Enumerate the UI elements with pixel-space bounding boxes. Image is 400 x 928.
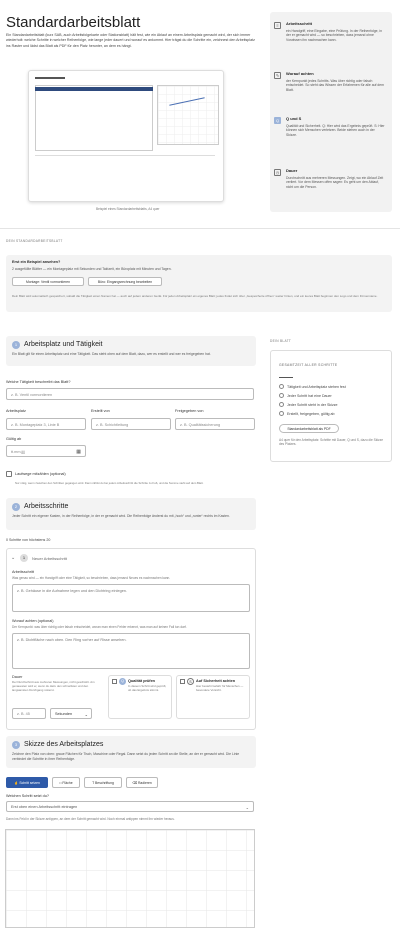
workplace-input[interactable]: z. B. Montageplatz 3, Linie B [6, 418, 86, 430]
check-duration [279, 393, 284, 398]
safety-check-card[interactable]: S Auf Sicherheit achten Hier besteht Gefahr für Menschen — besondere Vorsicht. [176, 675, 250, 719]
summary-card: GESAMTZEIT ALLER SCHRITTE Tätigkeit und Arbeitsplatz stehen fest Jeder Schritt hat eine Dauer Jeder Schritt steht in der Skizze Erstellt, freigegeben, gültig ab Standardarbeitsblatt als PDF A4 quer für den Arbeitsplatz: Schritte mit Dauer, Q und S, dazu die Skizze des Platzes. [270, 350, 392, 462]
step-select[interactable]: Erst oben einen Arbeitsschritt eintragen ⌄ [6, 801, 254, 812]
activity-input[interactable]: z. B. Ventil vormontieren [6, 388, 254, 400]
section-label: DEIN STANDARDARBEITSBLATT [6, 239, 63, 243]
walkways-checkbox[interactable] [6, 471, 12, 477]
page-title: Standardarbeitsblatt [6, 14, 141, 31]
safety-checkbox[interactable] [180, 679, 185, 684]
clock-icon: ◷ [275, 170, 280, 175]
text-icon: T [92, 781, 96, 785]
tool-area-button[interactable]: □ Fläche [52, 777, 80, 788]
chevron-down-icon[interactable]: ⌄ [11, 555, 16, 561]
s-badge: S [187, 678, 194, 685]
sketch-grid[interactable] [5, 829, 255, 928]
tool-label-button[interactable]: T Beschriftung [84, 777, 122, 788]
list-icon: ≡ [274, 22, 281, 29]
chevron-down-icon: ⌄ [245, 805, 249, 810]
valid-from-date-input[interactable]: tt.mm.jjjj ▦ [6, 445, 86, 457]
step1-header: 1 Arbeitsplatz und Tätigkeit Ein Blatt gilt für einen Arbeitsplatz und eine Tätigkeit. Das steht oben auf dem Blatt, dazu, wer es erstellt und wer es freigegeben hat. [6, 336, 256, 366]
q-badge: Q [119, 678, 126, 685]
pdf-download-button[interactable]: Standardarbeitsblatt als PDF [279, 424, 339, 433]
right-panel-heading: DEIN BLATT [270, 339, 292, 343]
duration-input[interactable]: z. B. 45 [12, 708, 46, 719]
square-icon: □ [59, 781, 63, 785]
example-sheet-image [28, 70, 224, 202]
tool-set-step-button[interactable]: ☝ Schritt setzen [6, 777, 48, 788]
pencil-icon: ✎ [275, 73, 280, 78]
step-description-textarea[interactable] [12, 584, 250, 612]
check-approval [279, 411, 284, 416]
created-by-input[interactable]: z. B. Schichtleitung [91, 418, 171, 430]
duration-unit-select[interactable]: Sekunden ⌄ [50, 708, 92, 719]
step-card: ⌄ 1 Neuer Arbeitsschritt Arbeitsschritt Was genau wird — ein Handgriff oder eine Tätigkeit, so beschrieben, dass jemand Neues es nachmachen kann. z. B. Gehäuse in die Aufnahme legen und den Dichtring einlegen. Worauf achten (optional) Der Kernpunkt: was über richtig oder falsch entscheidet, woran man einen Fehler erkennt, was man auf keinen Fall tun darf. z. B. Dichtfläche nach oben. Den Ring vorher auf Risse ansehen. Dauer Der Durchschnitt aus mehreren Messungen, nicht geschätzt. Am genauesten wird er, wenn du dazu den schnellsten und den langsamsten Durchgang notierst. z. B. 45 Sekunden ⌄ Q Qualität prüfen In diesem Schritt wird geprüft, ob das Ergebnis stimmt. S Auf Sicherheit achten Hier besteht Gefahr für Menschen — besondere Vorsicht. [6, 548, 256, 730]
tool-erase-button[interactable]: ⌫ Radieren [126, 777, 158, 788]
step-attention-textarea[interactable] [12, 633, 250, 669]
step2-header: 2 Arbeitsschritte Jeder Schritt ein eigener Kasten, in der Reihenfolge, in der er gemacht wird. Die Reihenfolge änderst du mit „hoch“ und „runter“ rechts im Kasten. [6, 498, 256, 530]
glossary-sidebar: ≡ Arbeitsschritt ein Handgriff, eine Eingabe, eine Prüfung. In der Reihenfolge, in der er gemacht wird — so beschrieben, dass jemand ohne Vorwissen ihn nachmachen kann. ✎ Worauf achten der Kernpunkt jedes Schritts. Was über richtig oder falsch entscheidet. So steht das Wissen der Erfahrenen für alle auf dem Blatt. Q Q und S Qualität und Sicherheit. Q: Hier wird das Ergebnis geprüft. S: Hier können sich Menschen verletzen. Beide stehen auch in der Skizze. ◷ Dauer Durchschnitt aus mehreren Messungen. Zeigt, wo ein Ablauf Zeit verliert. Vor dem Messen offen sagen: Es geht um den Ablauf, nicht um die Person. [270, 12, 392, 212]
check-activity [279, 384, 284, 389]
chevron-down-icon: ⌄ [84, 712, 88, 717]
example-montage-button[interactable]: Montage: Ventil vormontieren [12, 277, 84, 286]
check-sketch [279, 402, 284, 407]
calendar-icon: ▦ [76, 449, 81, 455]
quality-check-card[interactable]: Q Qualität prüfen In diesem Schritt wird geprüft, ob das Ergebnis stimmt. [108, 675, 172, 719]
step3-header: 3 Skizze des Arbeitsplatzes Zeichne den Platz von oben: graue Flächen für Tisch, Maschine oder Regal. Dann setzt du jeden Schritt an die Stelle, an der er gemacht wird. Die Linie verbindet die Schritte in ihrer Reihenfolge. [6, 736, 256, 768]
quality-checkbox[interactable] [112, 679, 117, 684]
approved-by-input[interactable]: z. B. Qualitätssicherung [175, 418, 255, 430]
example-box: Erst ein Beispiel ansehen? 2 ausgefüllte Blätter — ein Montageplatz mit Sekunden und Taktzeit, ein Büroplatz mit Minuten und Tagen. Montage: Ventil vormontieren Büro: Eingangsrechnung bearbeiten Dein Blatt wird automatisch gespeichert, sobald die Tätigkeit einen Namen hat — auch auf jedem anderen Gerät. Für jeden Arbeitsplatz ein eigenes Blatt; jedes findet sich über „Gespeicherte öffnen“ weiter hinten, und ein leeres Blatt beginnen den Logo und dem Firmenname. [6, 255, 392, 312]
example-caption: Beispiel eines Standardarbeitsblatts, A4 quer [96, 207, 160, 211]
intro-text: Ein Standardarbeitsblatt (kurz SAB, auch Arbeitsfolgekarte oder Stationsblatt) hält fest, wie ein Ablauf an einem Arbeitsplatz gemacht wird, der sich immer wiederholt: welche Schritte in welcher Reihenfolge, wie lange jeder dauert und worauf es ankommt. Hier trägst du die Schritte ein, zeichnest den Arbeitsplatz ins Raster und lädst das Blatt als PDF für den Platz herunter, an dem es hängt. [6, 33, 255, 48]
qs-badge-icon: Q [275, 118, 280, 123]
example-buero-button[interactable]: Büro: Eingangsrechnung bearbeiten [88, 277, 162, 286]
eraser-icon: ⌫ [132, 781, 138, 785]
hand-icon: ☝ [14, 781, 20, 785]
